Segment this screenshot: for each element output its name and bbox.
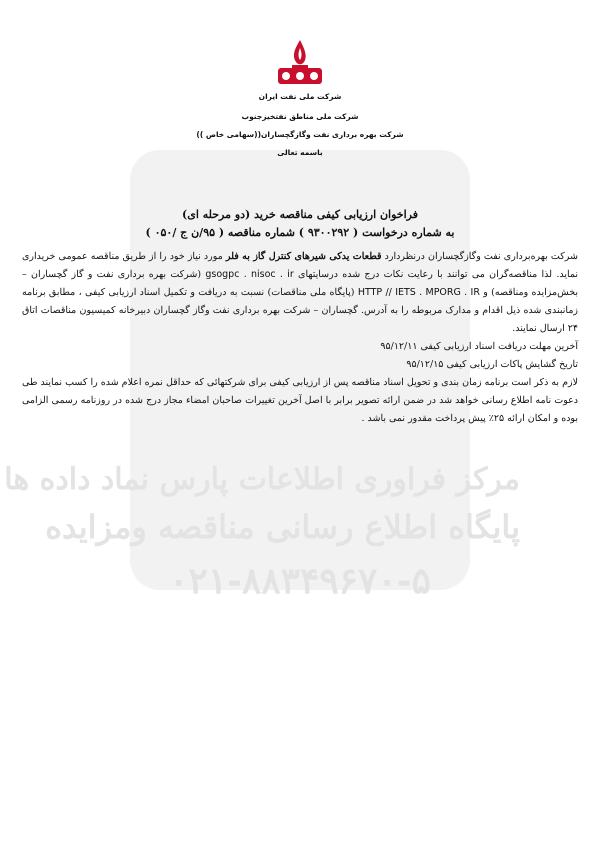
item-name: قطعات یدکی شیرهای کنترل گاز به فلر [225,251,382,262]
header-gachsaran: شرکت بهره برداری نفت وگازگچساران((سهامی خاص )) [196,130,404,139]
paragraph-intro [22,248,578,338]
header-basmala: باسمه تعالی [277,148,323,157]
tender-number: به شماره درخواست ( ۹۳۰۰۲۹۲ ) شماره مناقصه ( ۹۵/ن ج /۰۵۰ ) [145,226,455,239]
intro-text-d: (پایگاه ملی مناقصات) نسبت به دریافت و تکمیل اسناد ارزیابی کیفی ، مطابق برنامه زمانبندی شده ذیل اقدام و مدارک مربوطه را به آدرس. گچساران – شرکت بهره برداری نفت وگاز گچساران دبیرخانه کمیسیون مناقصات اتاق ۲۴ ارسال نمایند. [22,287,578,334]
note-paragraph: لازم به ذکر است برنامه زمان بندی و تحویل اسناد مناقصه پس از ارزیابی کیفی برای شرکتهائی که حداقل نمره اعلام شده را کسب نمایند طی دعوت نامه اطلاع رسانی خواهد شد در ضمن ارائه تصویر برابر با اصل آخرین تغییرات صاحبان امضاء مجاز درج شده در روزنامه رسمی الزامی بوده و امکان ارائه ۲۵٪ پیش پرداخت مقدور نمی باشد . [22,377,578,424]
opening-line: تاریخ گشایش پاکات ارزیابی کیفی ۹۵/۱۲/۱۵ [406,359,578,370]
watermark-line-1: مرکز فراوری اطلاعات پارس نماد داده ها [4,462,520,497]
deadline-line: آخرین مهلت دریافت اسناد ارزیابی کیفی ۹۵/۱۲/۱۱ [380,341,578,352]
nioc-flame-logo-icon [272,38,328,88]
header-subsidiary: شرکت ملی مناطق نفتخیزجنوب [241,112,359,121]
intro-text-a: شرکت بهره‌برداری نفت وگازگچساران درنظردارد [381,251,578,262]
tender-title: فراخوان ارزیابی کیفی مناقصه خرید (دو مرحله ای) [182,208,418,221]
intro-text-b: مورد نیاز خود را از طریق مناقصه عمومی خریداری نماید. لذا مناقصه‌گران می توانند با رعایت نکات درج شده درسایتهای [22,251,578,280]
watermark-line-2: پایگاه اطلاع رسانی مناقصه ومزایده [45,508,520,546]
website-link-iets[interactable]: HTTP // IETS . MPORG . IR [357,287,480,298]
intro-text-c: (شرکت بهره برداری نفت و گاز گچساران – بخش‌مزایده ومناقصه) و [22,269,578,298]
announcement-body [22,248,578,428]
header-company: شرکت ملی نفت ایران [258,92,342,101]
watermark-phone: ۰۲۱-۸۸۳۴۹۶۷۰-۵ [169,560,431,602]
website-link-gsogpc[interactable]: gsogpc . nisoc . ir [205,269,294,280]
